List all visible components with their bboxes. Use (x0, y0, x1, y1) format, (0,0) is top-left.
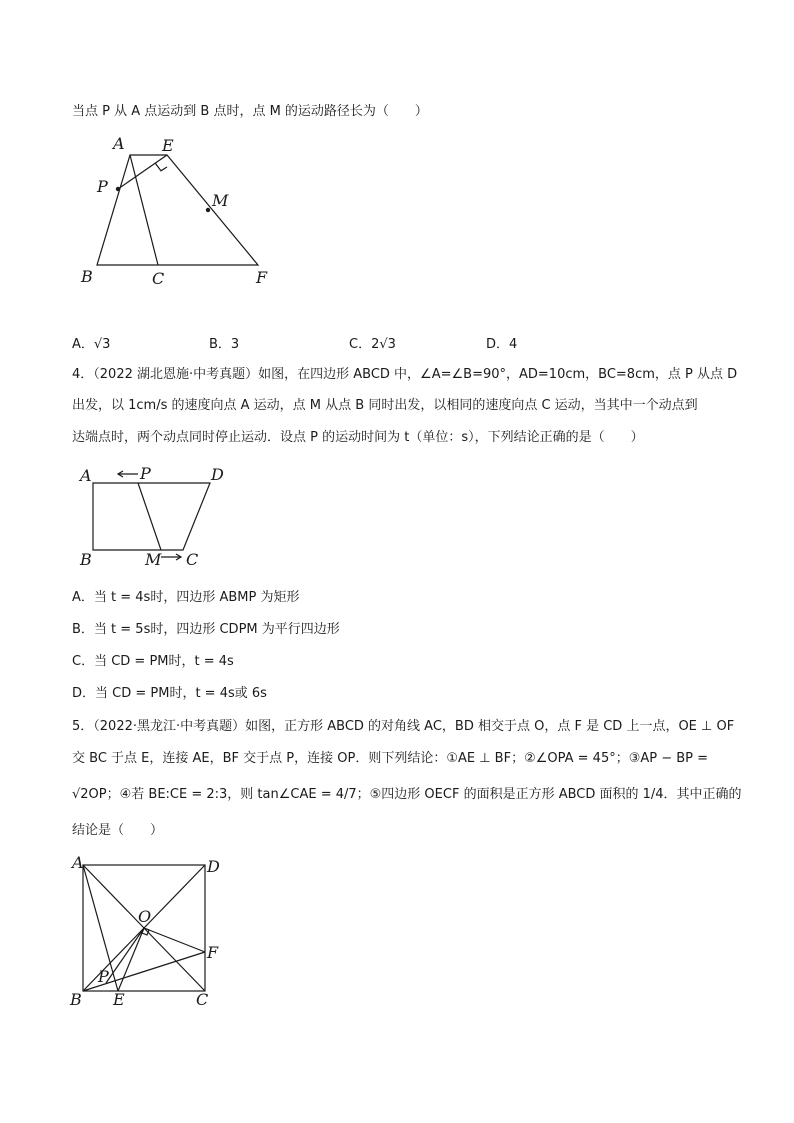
q5-label-F: F (207, 943, 219, 962)
q3-point-P (116, 187, 120, 191)
q4-label-P: P (140, 464, 151, 483)
q4-quadrilateral-ABCD (93, 483, 210, 550)
q4-option-c: C．当 CD = PM时，t = 4s (72, 654, 234, 669)
q3-trapezoid-ABFE (97, 155, 258, 265)
q5-question-line-3: √2OP；④若 BE:CE = 2:3，则 tan∠CAE = 4/7；⑤四边形 OECF 的面积是正方形 ABCD 面积的 1/4．其中正确的 (72, 787, 742, 802)
q3-right-angle-mark (156, 164, 168, 171)
q4-option-d: D．当 CD = PM时，t = 4s或 6s (72, 686, 267, 701)
q5-figure (68, 852, 228, 1012)
q3-label-M: M (212, 191, 229, 210)
q5-label-B: B (70, 990, 82, 1009)
q3-option-d: D．4 (486, 337, 518, 352)
q3-label-E: E (162, 136, 174, 155)
q4-figure (75, 462, 235, 574)
q4-question-line-1: 4．（2022 湖北恩施·中考真题）如图，在四边形 ABCD 中，∠A=∠B=90°，AD=10cm，BC=8cm，点 P 从点 D (72, 367, 738, 382)
q3-label-A: A (113, 134, 125, 153)
q3-question-text: 当点 P 从 A 点运动到 B 点时，点 M 的运动路径长为（ ） (72, 104, 428, 119)
q4-label-B: B (80, 550, 92, 569)
q4-label-A: A (80, 466, 92, 485)
q4-segment-PM (138, 483, 161, 550)
q4-label-C: C (186, 550, 199, 569)
q4-label-M: M (145, 550, 162, 569)
q5-label-P: P (98, 967, 109, 986)
q3-label-F: F (256, 268, 268, 287)
q5-label-E: E (113, 990, 125, 1009)
q5-label-C: C (196, 990, 209, 1009)
q4-question-line-3: 达端点时，两个动点同时停止运动．设点 P 的运动时间为 t（单位：s），下列结论正确的是（ ） (72, 430, 644, 445)
q5-label-A: A (72, 853, 84, 872)
q5-label-O: O (138, 907, 152, 926)
q3-option-a: A．√3 (72, 337, 111, 352)
q4-option-b: B．当 t = 5s时，四边形 CDPM 为平行四边形 (72, 622, 340, 637)
q5-right-angle-mark (142, 928, 149, 935)
q3-figure (75, 130, 285, 290)
q4-option-a: A．当 t = 4s时，四边形 ABMP 为矩形 (72, 590, 300, 605)
q3-point-M (206, 208, 210, 212)
q4-question-line-2: 出发，以 1cm/s 的速度向点 A 运动，点 M 从点 B 同时出发，以相同的速度向点 C 运动，当其中一个动点到 (72, 398, 698, 413)
q3-label-P: P (97, 177, 108, 196)
q5-question-line-4: 结论是（ ） (72, 823, 164, 838)
q5-segment-OF (144, 928, 205, 952)
q4-label-D: D (211, 465, 224, 484)
q3-option-b: B．3 (209, 337, 240, 352)
q5-question-line-1: 5．（2022·黑龙江·中考真题）如图，正方形 ABCD 的对角线 AC，BD 相交于点 O，点 F 是 CD 上一点，OE ⊥ OF (72, 719, 735, 734)
q5-question-line-2: 交 BC 于点 E，连接 AE，BF 交于点 P，连接 OP．则下列结论：①AE ⊥ BF；②∠OPA = 45°；③AP − BP = (72, 751, 709, 766)
q3-options (72, 336, 672, 356)
q5-label-D: D (207, 857, 220, 876)
q3-label-B: B (81, 267, 93, 286)
q3-label-C: C (152, 269, 165, 288)
q3-option-c: C．2√3 (349, 337, 396, 352)
